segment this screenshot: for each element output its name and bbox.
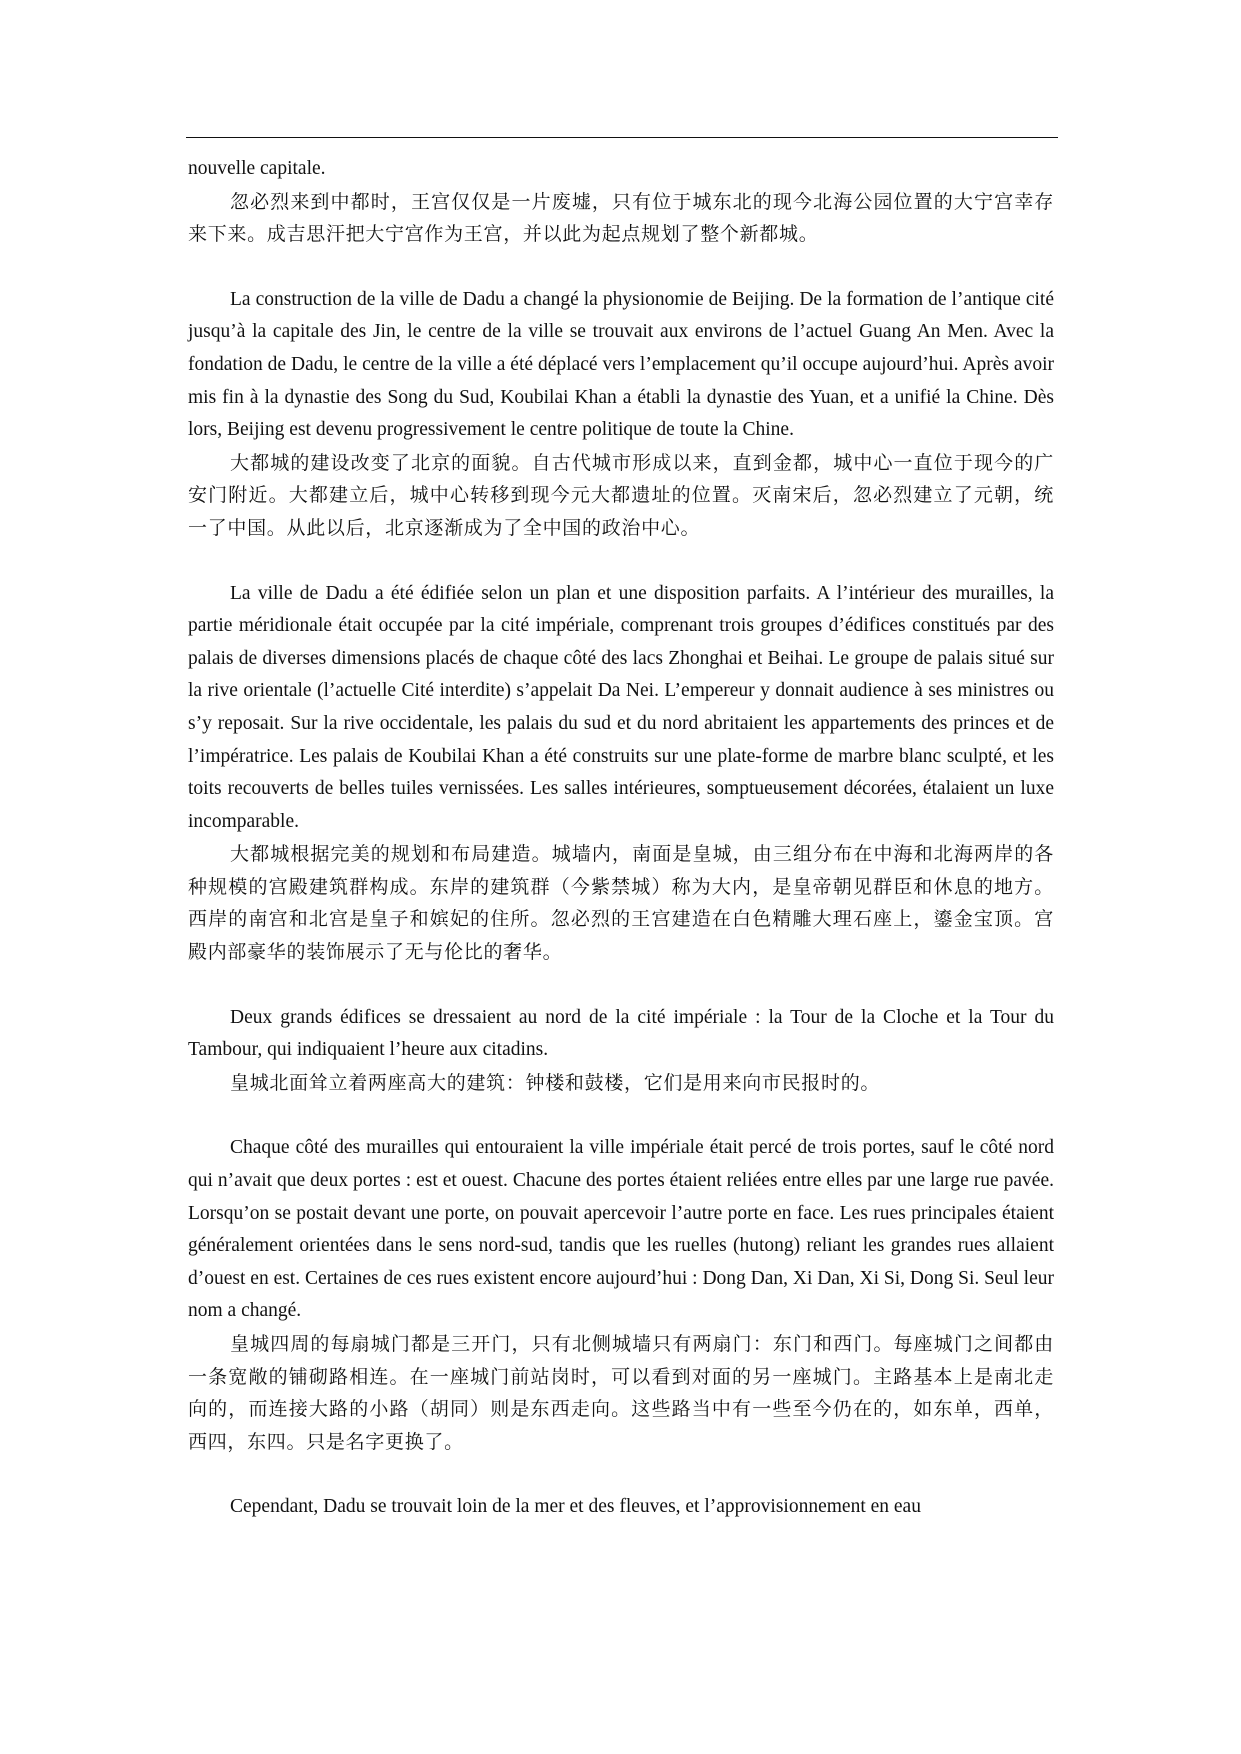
paragraph-gap (188, 1099, 1054, 1132)
paragraph-zh-2: 大都城的建设改变了北京的面貌。自古代城市形成以来，直到金都，城中心一直位于现今的广安门附近。大都建立后，城中心转移到现今元大都遗址的位置。灭南宋后，忽必烈建立了元朝，统一了中国。从此以后，北京逐渐成为了全中国的政治中心。 (188, 451, 1054, 539)
paragraph-zh-3: 大都城根据完美的规划和布局建造。城墙内，南面是皇城，由三组分布在中海和北海两岸的各种规模的宫殿建筑群构成。东岸的建筑群（今紫禁城）称为大内，是皇帝朝见群臣和休息的地方。西岸的南宫和北宫是皇子和嫔妃的住所。忽必烈的王宫建造在白色精雕大理石座上，鎏金宝顶。宫殿内部豪华的装饰展示了无与伦比的奢华。 (188, 843, 1054, 964)
paragraph-gap (188, 545, 1054, 578)
paragraph-gap (188, 969, 1054, 1002)
header-rule (186, 137, 1058, 138)
paragraph-zh-4: 皇城北面耸立着两座高大的建筑：钟楼和鼓楼，它们是用来向市民报时的。 (230, 1071, 881, 1094)
paragraph-fr-1: La construction de la ville de Dadu a changé la physionomie de Beijing. De la formation de l’antique cité jusqu’à la capitale des Jin, le centre de la ville se trouvait aux environs de l’actuel Guang An Men. Avec la fondation de Dadu, le centre de la ville a été déplacé vers l’emplacement qu’il occupe aujourd’hui. Après avoir mis fin à la dynastie des Song du Sud, Koubilai Khan a établi la dynastie des Yuan, et a unifié la Chine. Dès lors, Beijing est devenu progressivement le centre politique de toute la Chine. (188, 288, 1054, 441)
paragraph-fr-continuation: nouvelle capitale. (188, 158, 326, 179)
document-body (188, 153, 1054, 1524)
paragraph-zh-5: 皇城四周的每扇城门都是三开门，只有北侧城墙只有两扇门：东门和西门。每座城门之间都由一条宽敞的铺砌路相连。在一座城门前站岗时，可以看到对面的另一座城门。主路基本上是南北走向的，而连接大路的小路（胡同）则是东西走向。这些路当中有一些至今仍在的，如东单，西单，西四，东四。只是名字更换了。 (188, 1333, 1054, 1453)
paragraph-zh-1: 忽必烈来到中都时，王宫仅仅是一片废墟，只有位于城东北的现今北海公园位置的大宁宫幸存来下来。成吉思汗把大宁宫作为王宫，并以此为起点规划了整个新都城。 (188, 190, 1054, 246)
paragraph-fr-2: La ville de Dadu a été édifiée selon un plan et une disposition parfaits. A l’intérieur des murailles, la partie méridionale était occupée par la cité impériale, comprenant trois groupes d’édifices constitués par des palais de diverses dimensions placés de chaque côté des lacs Zhonghai et Beihai. Le groupe de palais situé sur la rive orientale (l’actuelle Cité interdite) s’appelait Da Nei. L’empereur y donnait audience à ses ministres ou s’y reposait. Sur la rive occidentale, les palais du sud et du nord abritaient les appartements des princes et de l’impératrice. Les palais de Koubilai Khan a été construits sur une plate-forme de marbre blanc sculpté, et les toits recouverts de belles tuiles vernissées. Les salles intérieures, somptueusement décorées, étalaient un luxe incomparable. (188, 582, 1054, 832)
paragraph-fr-4: Chaque côté des murailles qui entouraient la ville impériale était percé de trois portes, sauf le côté nord qui n’avait que deux portes : est et ouest. Chacune des portes étaient reliées entre elles par une large rue pavée. Lorsqu’on se postait devant une porte, on pouvait apercevoir l’autre porte en face. Les rues principales étaient généralement orientées dans le sens nord-sud, tandis que les ruelles (hutong) reliant les grandes rues allaient d’ouest en est. Certaines de ces rues existent encore aujourd’hui : Dong Dan, Xi Dan, Xi Si, Dong Si. Seul leur nom a changé. (188, 1137, 1054, 1322)
paragraph-gap (188, 251, 1054, 284)
paragraph-gap (188, 1458, 1054, 1491)
paragraph-fr-5: Cependant, Dadu se trouvait loin de la mer et des fleuves, et l’approvisionnement en eau (230, 1496, 921, 1518)
paragraph-fr-3: Deux grands édifices se dressaient au nord de la cité impériale : la Tour de la Cloche et la Tour du Tambour, qui indiquaient l’heure aux citadins. (188, 1006, 1054, 1061)
